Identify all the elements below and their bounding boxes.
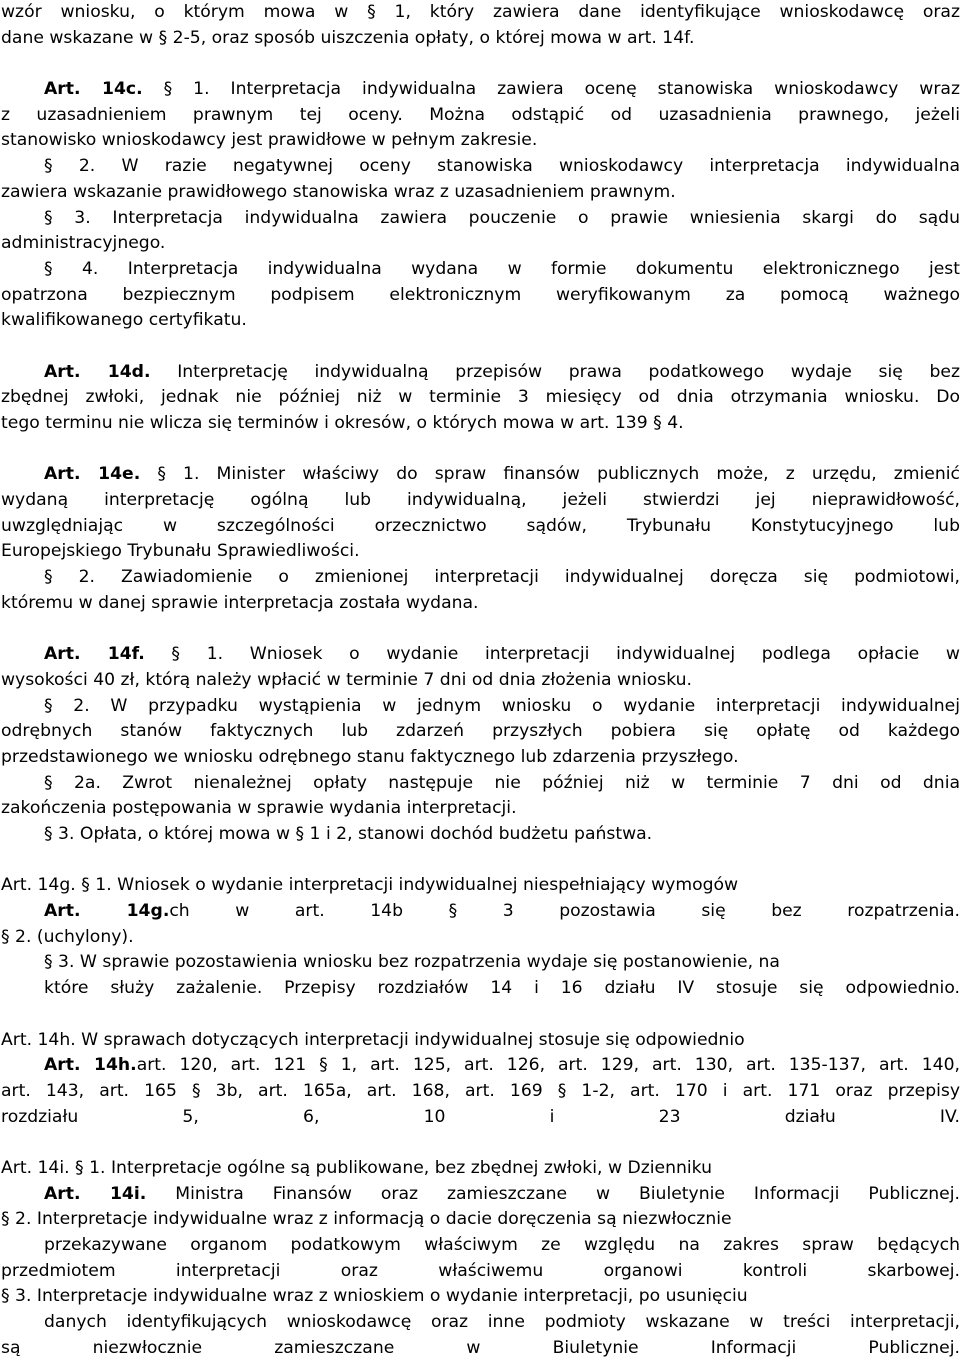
text-line: wzór wniosku, o którym mowa w § 1, który zawiera dane identyfikujące wnioskodawcę oraz: [1, 0, 960, 26]
text-line: danych identyfikujących wnioskodawcę oraz inne podmioty wskazane w treści interpretacji,: [1, 1310, 960, 1336]
paragraph-gap: [1, 617, 960, 643]
text-line: wydaną interpretację ogólną lub indywidualną, jeżeli stwierdzi jej nieprawidłowość,: [1, 488, 960, 514]
text-line: art. 143, art. 165 § 3b, art. 165a, art. 168, art. 169 § 1-2, art. 170 i art. 171 oraz przepisy: [1, 1079, 960, 1105]
text-line: § 2. Interpretacje indywidualne wraz z informacją o dacie doręczenia są niezwłocznie: [1, 1207, 960, 1233]
text-line: [1, 462, 960, 488]
article-heading: Art. 14d.: [44, 362, 151, 382]
text-line: przekazywane organom podatkowym właściwym ze względu na zakres spraw będących: [1, 1233, 960, 1259]
paragraph-gap: [1, 334, 960, 360]
article-text: ch w art. 14b § 3 pozostawia się bez rozpatrzenia.: [169, 901, 960, 921]
text-line: § 2a. Zwrot nienależnej opłaty następuje nie później niż w terminie 7 dni od dnia: [1, 771, 960, 797]
text-line: [1, 1053, 960, 1079]
text-line: z uzasadnieniem prawnym tej oceny. Można odstąpić od uzasadnienia prawnego, jeżeli: [1, 103, 960, 129]
article-text: art. 120, art. 121 § 1, art. 125, art. 126, art. 129, art. 130, art. 135-137, art. 140,: [137, 1055, 960, 1075]
article-heading: Art. 14f.: [44, 644, 145, 664]
text-line: § 3. Interpretacja indywidualna zawiera pouczenie o prawie wniesienia skargi do sądu: [1, 206, 960, 232]
article-text: Interpretację indywidualną przepisów prawa podatkowego wydaje się bez: [151, 362, 960, 382]
text-line: dane wskazane w § 2-5, oraz sposób uiszczenia opłaty, o której mowa w art. 14f.: [1, 26, 960, 52]
text-line: § 2. Zawiadomienie o zmienionej interpretacji indywidualnej doręcza się podmiotowi,: [1, 565, 960, 591]
paragraph-gap: [1, 848, 960, 874]
text-line: któremu w danej sprawie interpretacja została wydana.: [1, 591, 960, 617]
text-line: § 2. (uchylony).: [1, 925, 960, 951]
text-line: stanowisko wnioskodawcy jest prawidłowe w pełnym zakresie.: [1, 128, 960, 154]
text-line: administracyjnego.: [1, 231, 960, 257]
text-line: rozdziału 5, 6, 10 i 23 działu IV.: [1, 1105, 960, 1131]
text-line: § 3. W sprawie pozostawienia wniosku bez rozpatrzenia wydaje się postanowienie, na: [1, 950, 960, 976]
text-line: [1, 1182, 960, 1208]
text-line: § 3. Opłata, o której mowa w § 1 i 2, stanowi dochód budżetu państwa.: [1, 822, 960, 848]
text-line: [1, 899, 960, 925]
article-heading: Art. 14g.: [44, 901, 169, 921]
text-line: przedmiotem interpretacji oraz właściwemu organowi kontroli skarbowej.: [1, 1259, 960, 1285]
article-heading: Art. 14c.: [44, 79, 143, 99]
text-line: Europejskiego Trybunału Sprawiedliwości.: [1, 539, 960, 565]
text-line: które służy zażalenie. Przepisy rozdziałów 14 i 16 działu IV stosuje się odpowiednio.: [1, 976, 960, 1002]
text-line: są niezwłocznie zamieszczane w Biuletynie Informacji Publicznej.: [1, 1336, 960, 1361]
article-text: § 1. Minister właściwy do spraw finansów publicznych może, z urzędu, zmienić: [140, 464, 960, 484]
paragraph-gap: [1, 51, 960, 77]
text-line: zakończenia postępowania w sprawie wydania interpretacji.: [1, 796, 960, 822]
text-line: uwzględniając w szczególności orzecznictwo sądów, Trybunału Konstytucyjnego lub: [1, 514, 960, 540]
article-heading: Art. 14e.: [44, 464, 140, 484]
text-line: opatrzona bezpiecznym podpisem elektronicznym weryfikowanym za pomocą ważnego: [1, 283, 960, 309]
text-line: kwalifikowanego certyfikatu.: [1, 308, 960, 334]
article-text: § 1. Wniosek o wydanie interpretacji indywidualnej podlega opłacie w: [145, 644, 960, 664]
text-line: Art. 14h. W sprawach dotyczących interpretacji indywidualnej stosuje się odpowiednio: [1, 1028, 960, 1054]
text-line: zawiera wskazanie prawidłowego stanowiska wraz z uzasadnieniem prawnym.: [1, 180, 960, 206]
paragraph-gap: [1, 1002, 960, 1028]
text-line: Art. 14i. § 1. Interpretacje ogólne są publikowane, bez zbędnej zwłoki, w Dzienniku: [1, 1156, 960, 1182]
paragraph-gap: [1, 1130, 960, 1156]
article-text: Ministra Finansów oraz zamieszczane w Biuletynie Informacji Publicznej.: [146, 1184, 960, 1204]
text-line: przedstawionego we wniosku odrębnego stanu faktycznego lub zdarzenia przyszłego.: [1, 745, 960, 771]
text-line: § 2. W przypadku wystąpienia w jednym wniosku o wydanie interpretacji indywidualnej: [1, 694, 960, 720]
text-line: § 3. Interpretacje indywidualne wraz z wnioskiem o wydanie interpretacji, po usunięciu: [1, 1284, 960, 1310]
text-line: zbędnej zwłoki, jednak nie później niż w terminie 3 miesięcy od dnia otrzymania wniosku. Do: [1, 385, 960, 411]
text-line: § 4. Interpretacja indywidualna wydana w formie dokumentu elektronicznego jest: [1, 257, 960, 283]
text-line: § 2. W razie negatywnej oceny stanowiska wnioskodawcy interpretacja indywidualna: [1, 154, 960, 180]
text-line: Art. 14g. § 1. Wniosek o wydanie interpretacji indywidualnej niespełniający wymogów: [1, 873, 960, 899]
text-line: [1, 360, 960, 386]
text-line: [1, 642, 960, 668]
article-text: § 1. Interpretacja indywidualna zawiera ocenę stanowiska wnioskodawcy wraz: [143, 79, 960, 99]
text-line: odrębnych stanów faktycznych lub zdarzeń przyszłych pobiera się opłatę od każdego: [1, 719, 960, 745]
text-line: wysokości 40 zł, którą należy wpłacić w terminie 7 dni od dnia złożenia wniosku.: [1, 668, 960, 694]
paragraph-gap: [1, 437, 960, 463]
article-heading: Art. 14h.: [44, 1055, 137, 1075]
text-line: [1, 77, 960, 103]
article-heading: Art. 14i.: [44, 1184, 146, 1204]
text-line: tego terminu nie wlicza się terminów i okresów, o których mowa w art. 139 § 4.: [1, 411, 960, 437]
